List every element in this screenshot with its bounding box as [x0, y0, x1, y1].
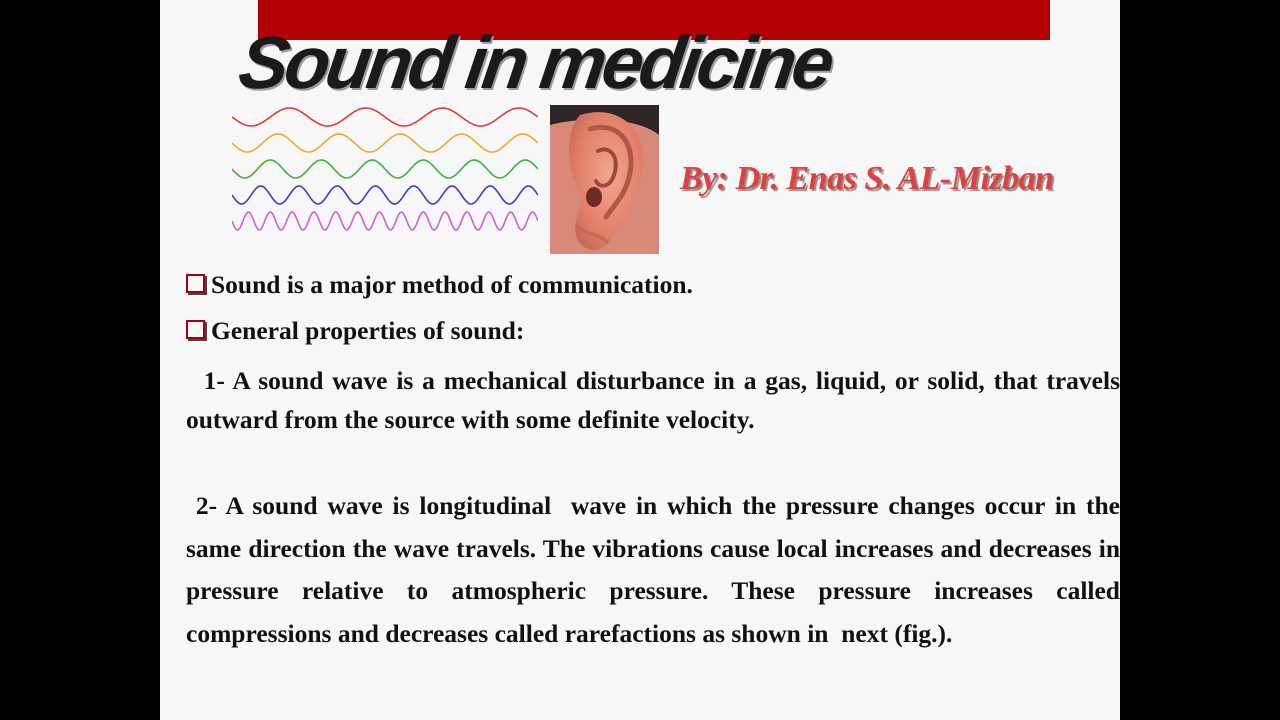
ear-photo — [550, 105, 659, 254]
sine-wave-4 — [232, 186, 538, 204]
sine-wave-2 — [232, 134, 538, 152]
bullet-item — [186, 270, 693, 300]
slide-title: Sound in medicine — [234, 21, 836, 104]
sound-waves-illustration — [232, 100, 538, 240]
bullet-item — [186, 316, 524, 346]
sine-wave-3 — [232, 160, 538, 178]
checkbox-bullet-icon — [186, 320, 205, 339]
sine-wave-5 — [232, 212, 538, 230]
bullet-text: General properties of sound: — [211, 316, 525, 345]
property-paragraph-2: 2- A sound wave is longitudinal wave in which the pressure changes occur in the same direction the wave travels. The vibrations cause local increases and decreases in pressure relative to atmospheric pressure. These pressure increases called compressions and decreases called rarefactions as shown in next (fig.). — [186, 491, 1120, 648]
sine-wave-1 — [232, 108, 538, 126]
property-paragraph-1: 1- A sound wave is a mechanical disturbance in a gas, liquid, or solid, that travels outward from the source with some definite velocity. — [186, 366, 1120, 434]
slide — [160, 0, 1120, 720]
checkbox-bullet-icon — [186, 274, 205, 293]
author-byline: By: Dr. Enas S. AL-Mizban — [680, 160, 1054, 197]
bullet-text: Sound is a major method of communication. — [211, 270, 693, 299]
